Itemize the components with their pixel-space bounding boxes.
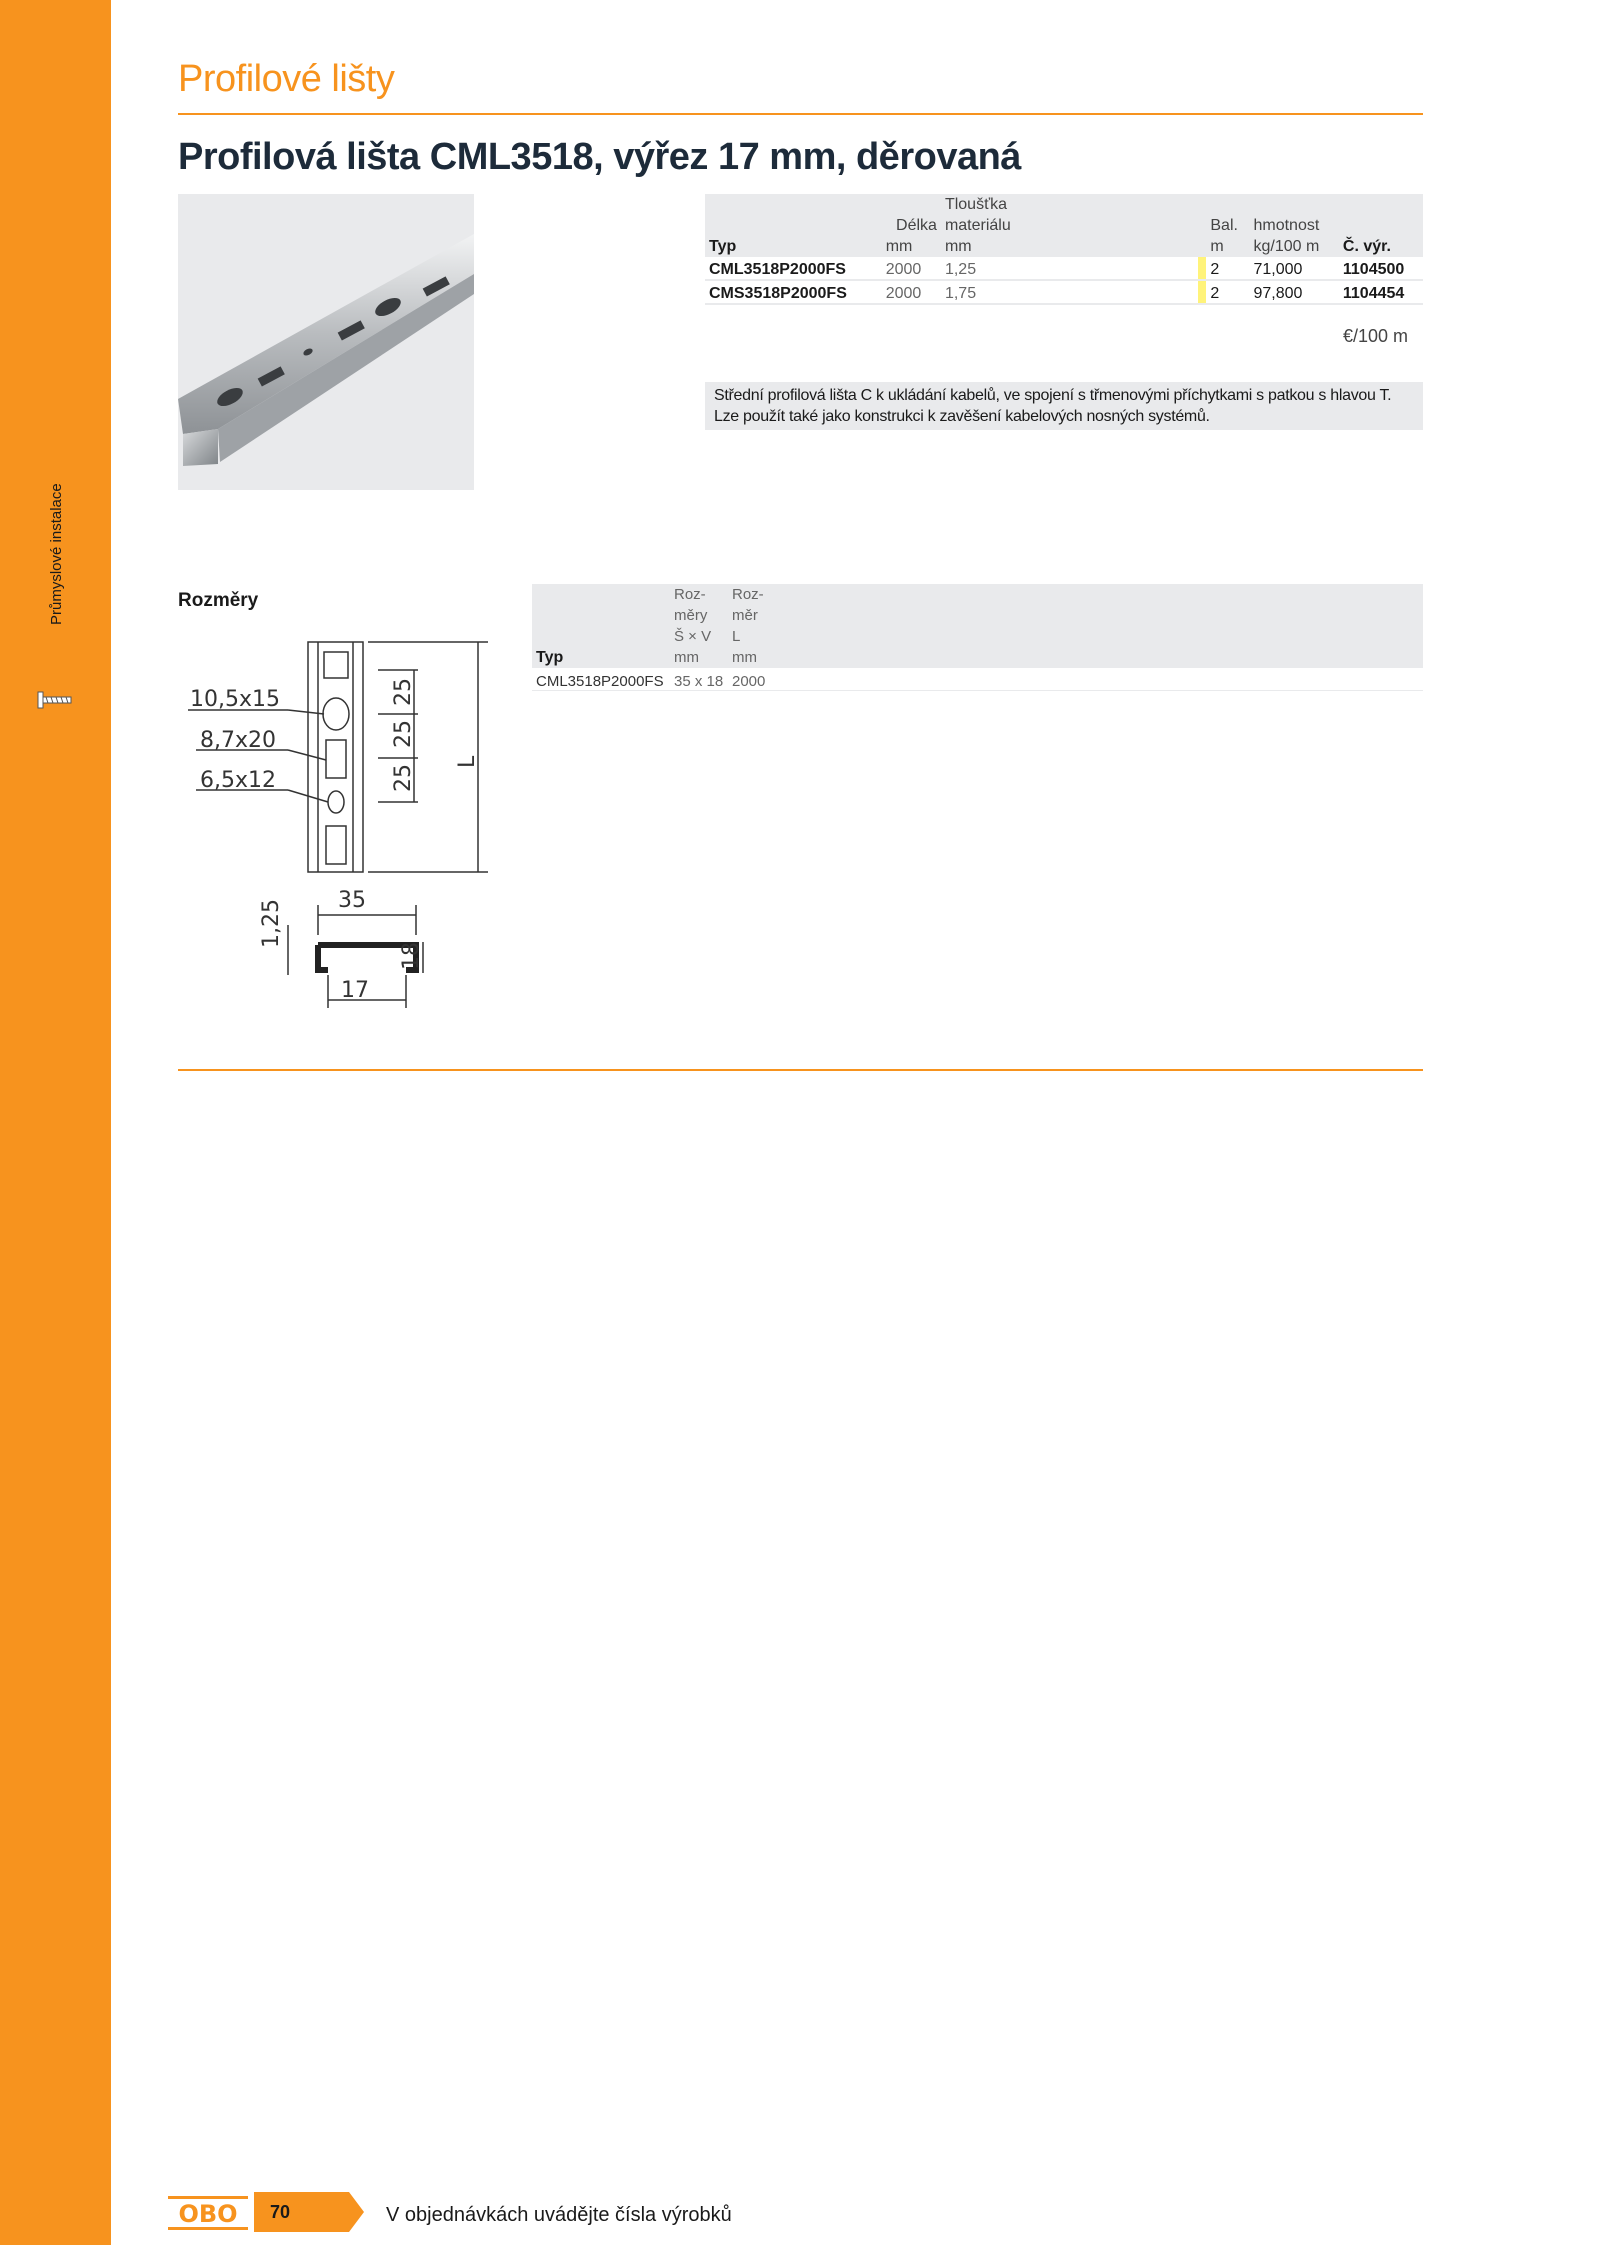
col-rozmery-head-1: Roz-	[670, 584, 728, 605]
page-number: 70	[270, 2202, 291, 2222]
obo-logo	[168, 2196, 248, 2230]
cell-delka: 2000	[882, 280, 941, 304]
cell-typ: CML3518P2000FS	[705, 257, 882, 280]
dimension-drawing	[178, 630, 518, 1030]
price-marker	[1198, 257, 1206, 280]
price-unit: €/100 m	[1343, 326, 1409, 346]
svg-text:OBO: OBO	[178, 2200, 238, 2228]
price-marker	[1198, 280, 1206, 304]
cell-sxv: 35 x 18	[670, 668, 728, 691]
col-rozmery-head-2: měry	[670, 605, 728, 626]
cell-hmotnost: 97,800	[1249, 280, 1338, 304]
profile-rail-image	[178, 194, 474, 490]
pitch-label-2: 25	[391, 720, 416, 748]
cell-bal: 2	[1206, 280, 1249, 304]
sidebar-strip	[0, 0, 111, 2245]
col-rozmer-head-1: Roz-	[728, 584, 1423, 605]
height-label: 18	[399, 942, 424, 970]
cell-cvyr: 1104500	[1339, 257, 1423, 280]
col-typ-head: Typ	[705, 236, 882, 257]
hole-label-1: 10,5x15	[190, 687, 280, 712]
cell-l: 2000	[728, 668, 1423, 691]
col-hmotnost-head: hmotnost	[1249, 215, 1338, 236]
footer-note: V objednávkách uvádějte čísla výrobků	[386, 2204, 732, 2226]
slot-label: 17	[341, 978, 369, 1003]
col-typ-head: Typ	[532, 647, 670, 668]
cell-typ: CML3518P2000FS	[532, 668, 670, 691]
col-hmotnost-unit: kg/100 m	[1249, 236, 1338, 257]
product-title: Profilová lišta CML3518, výřez 17 mm, děrovaná	[178, 136, 1021, 178]
col-bal-head: Bal.	[1206, 215, 1249, 236]
col-rozmery-head-3: Š × V	[670, 626, 728, 647]
cell-tloustka: 1,25	[941, 257, 1030, 280]
col-typ-head	[705, 194, 882, 215]
hole-label-3: 6,5x12	[200, 768, 277, 793]
table-row	[705, 280, 1423, 304]
thickness-label: 1,25	[259, 899, 284, 948]
header-divider	[178, 113, 1423, 115]
col-cvyr-head: Č. výr.	[1339, 236, 1423, 257]
col-bal-unit: m	[1206, 236, 1249, 257]
cell-delka: 2000	[882, 257, 941, 280]
col-delka-head	[882, 194, 941, 215]
product-photo	[178, 194, 474, 490]
sidebar-section-label: Průmyslové instalace	[48, 483, 65, 625]
table-row	[705, 257, 1423, 280]
cell-cvyr: 1104454	[1339, 280, 1423, 304]
col-rozmer-head-3: L	[728, 626, 1423, 647]
pitch-label-1: 25	[391, 678, 416, 706]
col-delka-head: Délka	[882, 215, 941, 236]
cell-hmotnost: 71,000	[1249, 257, 1338, 280]
section-title: Profilové lišty	[178, 58, 395, 100]
dimensions-heading: Rozměry	[178, 590, 259, 611]
col-rozmery-unit: mm	[670, 647, 728, 668]
width-label: 35	[338, 888, 366, 913]
screw-icon	[36, 690, 76, 710]
col-rozmer-unit: mm	[728, 647, 1423, 668]
product-table	[705, 194, 1423, 305]
table-row	[532, 668, 1423, 691]
col-delka-unit: mm	[882, 236, 941, 257]
section-divider	[178, 1069, 1423, 1071]
cell-typ: CMS3518P2000FS	[705, 280, 882, 304]
hole-label-2: 8,7x20	[200, 728, 277, 753]
dimensions-table	[532, 584, 1423, 691]
col-tloustka-head-2: materiálu	[941, 215, 1030, 236]
col-tloustka-unit: mm	[941, 236, 1030, 257]
product-description: Střední profilová lišta C k ukládání kabelů, ve spojení s třmenovými příchytkami s patkou s hlavou T. Lze použít také jako konstrukci k zavěšení kabelových nosných systémů.	[705, 382, 1423, 430]
cell-bal: 2	[1206, 257, 1249, 280]
col-tloustka-head-1: Tloušťka	[941, 194, 1030, 215]
col-rozmer-head-2: měr	[728, 605, 1423, 626]
cell-tloustka: 1,75	[941, 280, 1030, 304]
pitch-label-3: 25	[391, 764, 416, 792]
length-label: L	[455, 755, 480, 768]
